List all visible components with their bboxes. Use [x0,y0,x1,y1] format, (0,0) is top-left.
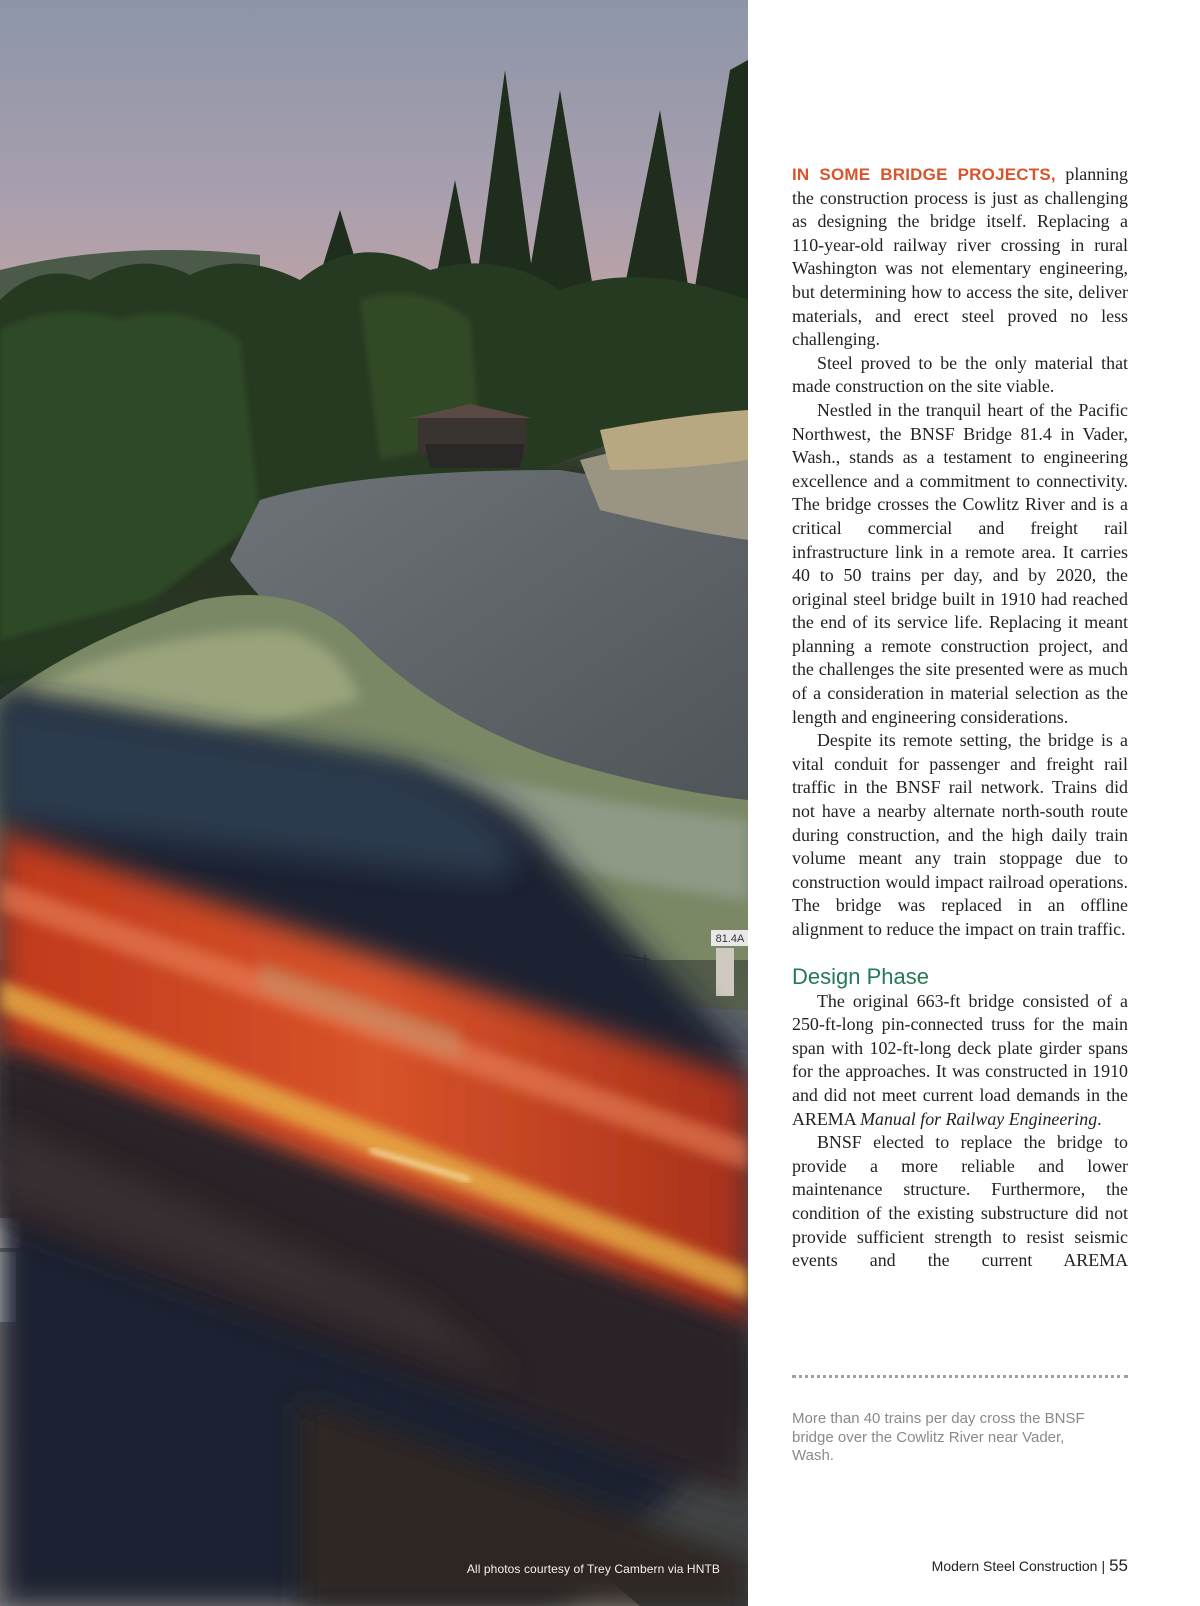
article-paragraph-1 [792,163,1128,352]
milepost-sign [711,930,748,996]
section-paragraph-1 [792,990,1128,1132]
page-footer [932,1556,1128,1576]
publication-name: Modern Steel Construction [931,1558,1098,1574]
lead-in: IN SOME BRIDGE PROJECTS, [792,165,1056,184]
manual-title: Manual for Railway Engineering [860,1108,1098,1129]
article-paragraph-2: Steel proved to be the only material that made construction on the site viable. [792,352,1128,397]
photo-caption: More than 40 trains per day cross the BNSF bridge over the Cowlitz River near Vader, Wash. [792,1410,1085,1464]
paragraph-text-end: . [1097,1108,1102,1129]
photo-credit: All photos courtesy of Trey Cambern via HNTB [466,1562,720,1576]
paragraph-text: planning the construction process is just as challenging as designing the bridge itself. Replacing a 110-year-old railway river crossing in rural Washington was not elementary engineering, but determining how to access the site, deliver materials, and erect steel proved no less challenging. [792,164,1128,350]
page-number: 55 [1109,1556,1128,1575]
svg-text:81.4A: 81.4A [715,933,745,945]
article-body [792,163,1128,1273]
section-paragraph-2: BNSF elected to replace the bridge to provide a more reliable and lower maintenance structure. Furthermore, the condition of the existing substructure did not provide sufficient strength to resist seismic events and the current AREMA [792,1132,1128,1271]
caption-divider [792,1375,1128,1378]
paragraph-text: The original 663-ft bridge consisted of a 250-ft-long pin-connected truss for the main span with 102-ft-long deck plate girder spans for the approaches. It was constructed in 1910 and did not meet current load demands in the AREMA [792,990,1128,1129]
article-paragraph-3: Nestled in the tranquil heart of the Pacific Northwest, the BNSF Bridge 81.4 in Vader, Wash., stands as a testament to engineering excellence and a commitment to connectivity. The bridge crosses the Cowlitz River and is a critical commercial and freight rail infrastructure link in a remote area. It carries 40 to 50 trains per day, and by 2020, the original steel bridge built in 1910 had reached the end of its service life. Replacing it meant planning a remote construction project, and the challenges the site presented were as much of a consideration in material selection as the length and engineering considerations. [792,399,1128,727]
footer-separator: | [1101,1558,1106,1574]
section-heading: Design Phase [792,963,929,989]
article-paragraph-4: Despite its remote setting, the bridge is a vital conduit for passenger and freight rail traffic in the BNSF rail network. Trains did not have a nearby alternate north-south route during construction, and the high daily train volume meant any train stoppage due to construction would impact railroad operations. The bridge was replaced in an offline alignment to reduce the impact on train traffic. [792,730,1128,939]
